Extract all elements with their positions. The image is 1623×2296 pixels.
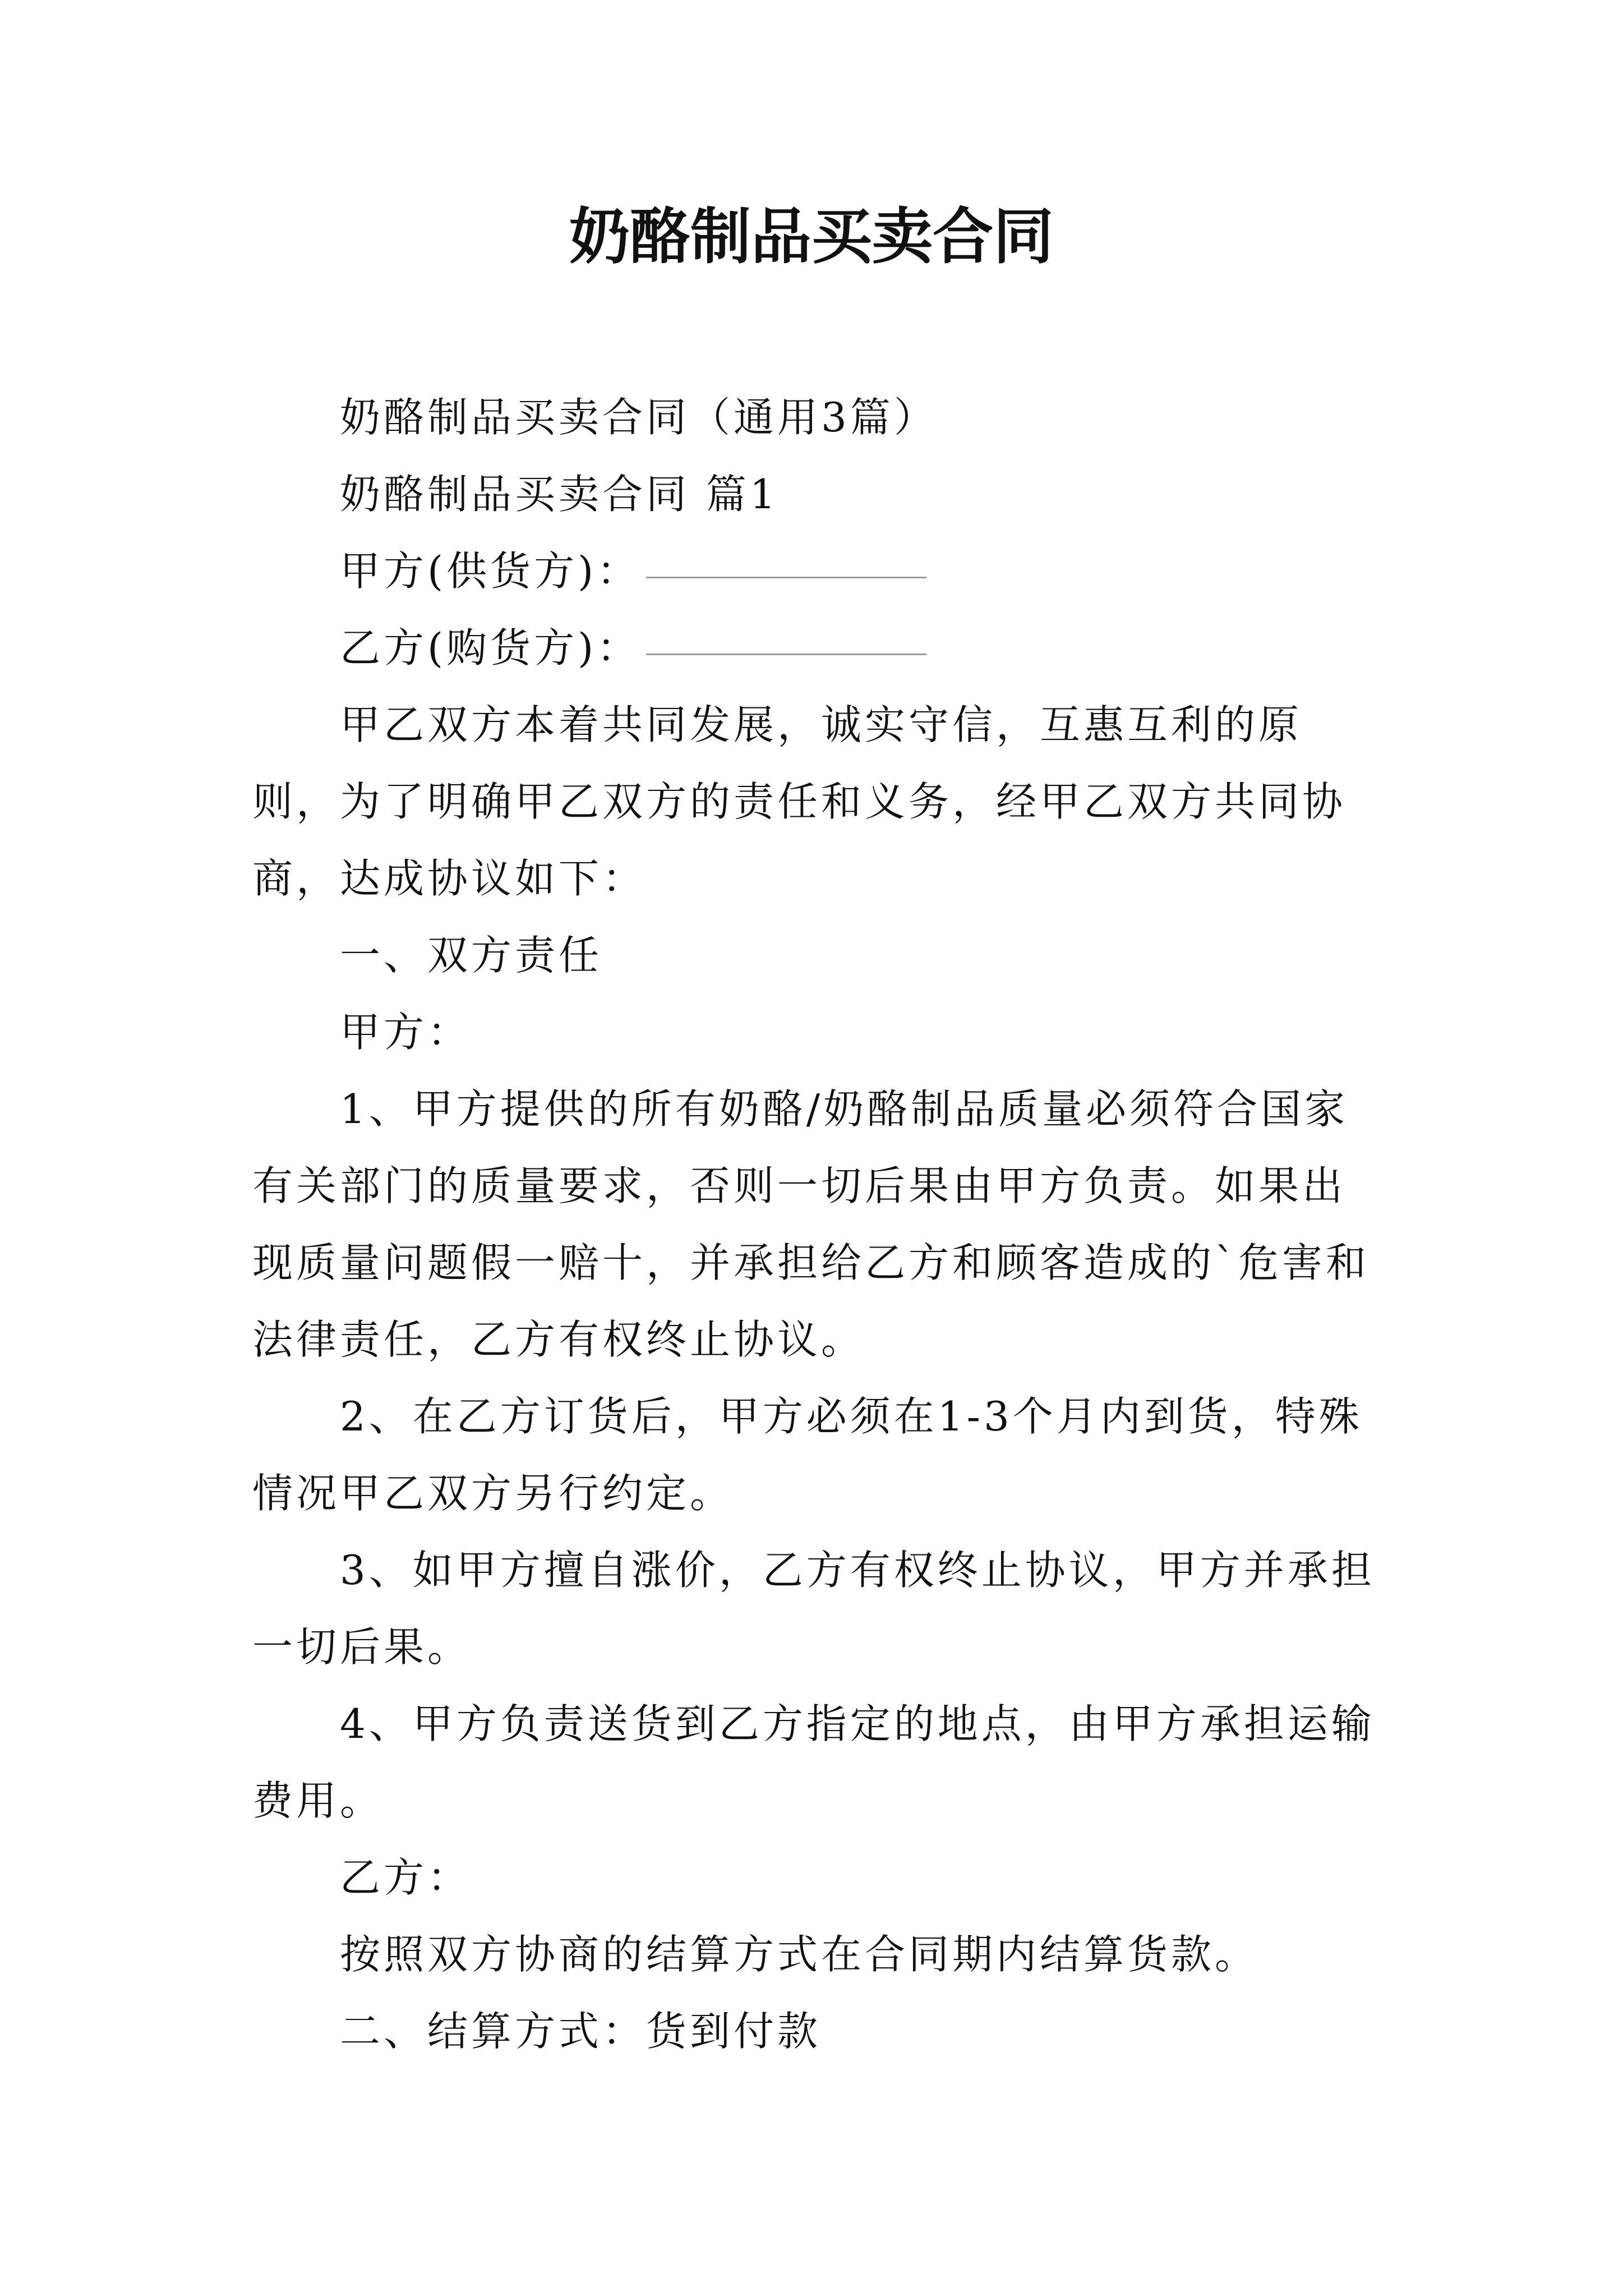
clause-1: 1、甲方提供的所有奶酪/奶酪制品质量必须符合国家有关部门的质量要求，否则一切后果由甲方负责。如果出现质量问题假一赔十，并承担给乙方和顾客造成的`危害和法律责任，乙方有权终止协议。 <box>252 1085 1370 1363</box>
party-a-heading: 甲方： <box>340 1009 472 1056</box>
clause-4: 4、甲方负责送货到乙方指定的地点，由甲方承担运输费用。 <box>252 1700 1375 1824</box>
clause-2: 2、在乙方订货后，甲方必须在1-3个月内到货，特殊情况甲乙双方另行约定。 <box>252 1393 1363 1517</box>
party-b-blank <box>646 653 926 655</box>
party-b-duty: 按照双方协商的结算方式在合同期内结算货款。 <box>340 1931 1259 1978</box>
party-b-label: 乙方(购货方)： <box>340 624 641 671</box>
intro-paragraph: 甲乙双方本着共同发展，诚实守信，互惠互利的原则，为了明确甲乙双方的责任和义务，经甲乙双方共同协商，达成协议如下： <box>252 701 1347 902</box>
party-b-line <box>252 610 1385 687</box>
party-a-blank <box>646 576 926 578</box>
document-title: 奶酪制品买卖合同 <box>569 201 1054 272</box>
subtitle: 奶酪制品买卖合同（通用3篇） <box>340 394 938 441</box>
party-a-line <box>252 533 1385 610</box>
section-heading: 奶酪制品买卖合同 篇1 <box>340 471 779 518</box>
heading-settlement: 二、结算方式：货到付款 <box>340 2008 822 2055</box>
party-b-heading: 乙方： <box>340 1854 472 1901</box>
document-body <box>252 379 1385 2070</box>
heading-responsibilities: 一、双方责任 <box>340 932 603 979</box>
clause-3: 3、如甲方擅自涨价，乙方有权终止协议，甲方并承担一切后果。 <box>252 1547 1375 1671</box>
party-a-label: 甲方(供货方)： <box>340 547 641 595</box>
